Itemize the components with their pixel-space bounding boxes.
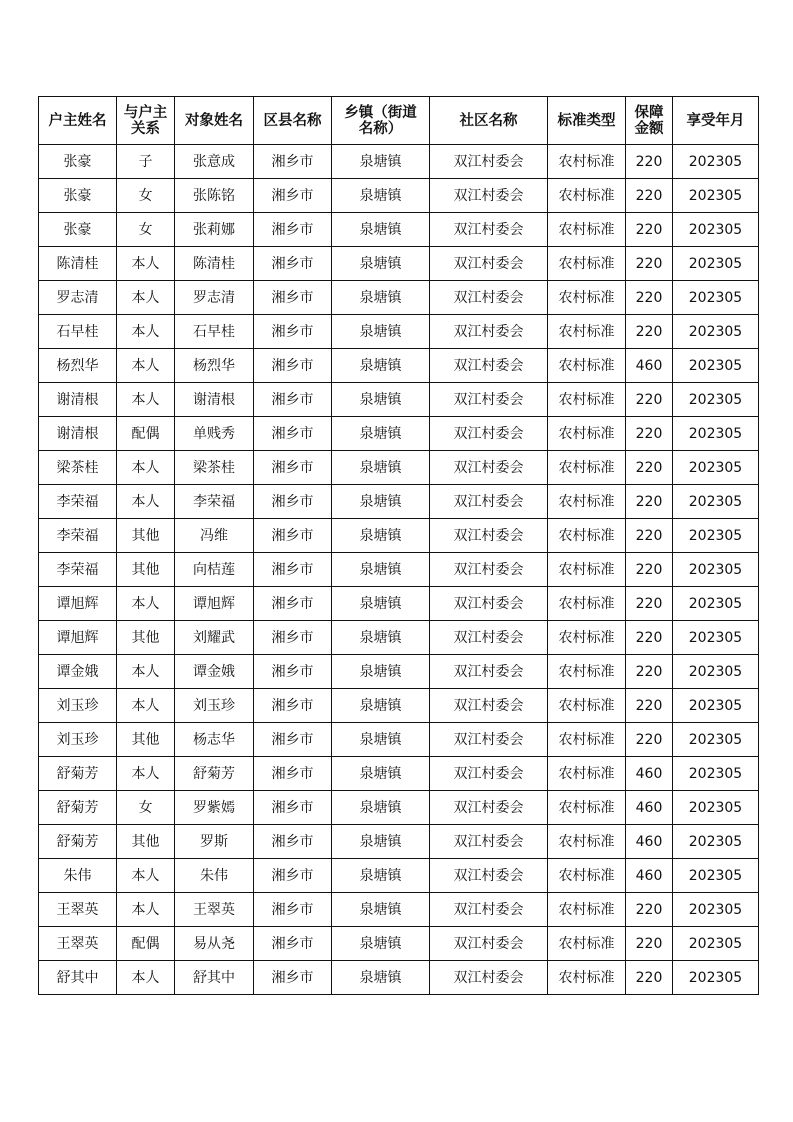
relation-cell: 本人 [117, 485, 175, 519]
standard-cell: 农村标准 [548, 349, 626, 383]
col-header-standard: 标准类型 [548, 97, 626, 145]
table-row [39, 417, 759, 451]
beneficiary-cell: 杨志华 [175, 723, 254, 757]
amount-cell: 220 [626, 247, 673, 281]
householder-cell: 舒其中 [39, 961, 117, 995]
relation-cell: 本人 [117, 893, 175, 927]
month-cell: 202305 [673, 485, 759, 519]
town-cell: 泉塘镇 [332, 519, 430, 553]
town-cell: 泉塘镇 [332, 961, 430, 995]
householder-cell: 王翠英 [39, 927, 117, 961]
month-cell: 202305 [673, 145, 759, 179]
amount-cell: 220 [626, 417, 673, 451]
householder-cell: 谢清根 [39, 383, 117, 417]
beneficiary-cell: 梁茶桂 [175, 451, 254, 485]
town-cell: 泉塘镇 [332, 485, 430, 519]
householder-cell: 李荣福 [39, 553, 117, 587]
community-cell: 双江村委会 [430, 893, 548, 927]
amount-cell: 460 [626, 757, 673, 791]
householder-cell: 刘玉珍 [39, 723, 117, 757]
county-cell: 湘乡市 [254, 417, 332, 451]
community-cell: 双江村委会 [430, 519, 548, 553]
town-cell: 泉塘镇 [332, 281, 430, 315]
table-row [39, 723, 759, 757]
town-cell: 泉塘镇 [332, 247, 430, 281]
relation-cell: 配偶 [117, 927, 175, 961]
table-row [39, 859, 759, 893]
standard-cell: 农村标准 [548, 621, 626, 655]
month-cell: 202305 [673, 179, 759, 213]
table-row [39, 961, 759, 995]
town-cell: 泉塘镇 [332, 587, 430, 621]
householder-cell: 王翠英 [39, 893, 117, 927]
beneficiary-cell: 陈清桂 [175, 247, 254, 281]
amount-cell: 220 [626, 383, 673, 417]
community-cell: 双江村委会 [430, 587, 548, 621]
standard-cell: 农村标准 [548, 689, 626, 723]
month-cell: 202305 [673, 451, 759, 485]
relation-cell: 配偶 [117, 417, 175, 451]
amount-cell: 220 [626, 451, 673, 485]
county-cell: 湘乡市 [254, 655, 332, 689]
table-row [39, 791, 759, 825]
amount-cell: 460 [626, 791, 673, 825]
month-cell: 202305 [673, 825, 759, 859]
town-cell: 泉塘镇 [332, 383, 430, 417]
householder-cell: 张豪 [39, 179, 117, 213]
beneficiary-cell: 刘玉珍 [175, 689, 254, 723]
standard-cell: 农村标准 [548, 451, 626, 485]
county-cell: 湘乡市 [254, 961, 332, 995]
beneficiary-cell: 张莉娜 [175, 213, 254, 247]
community-cell: 双江村委会 [430, 485, 548, 519]
relation-cell: 本人 [117, 247, 175, 281]
table-row [39, 825, 759, 859]
month-cell: 202305 [673, 655, 759, 689]
month-cell: 202305 [673, 723, 759, 757]
householder-cell: 李荣福 [39, 519, 117, 553]
month-cell: 202305 [673, 553, 759, 587]
month-cell: 202305 [673, 315, 759, 349]
amount-cell: 220 [626, 927, 673, 961]
month-cell: 202305 [673, 621, 759, 655]
county-cell: 湘乡市 [254, 179, 332, 213]
standard-cell: 农村标准 [548, 791, 626, 825]
col-header-community: 社区名称 [430, 97, 548, 145]
community-cell: 双江村委会 [430, 315, 548, 349]
county-cell: 湘乡市 [254, 791, 332, 825]
table-row [39, 689, 759, 723]
beneficiary-cell: 石早桂 [175, 315, 254, 349]
beneficiary-cell: 李荣福 [175, 485, 254, 519]
table-row [39, 927, 759, 961]
town-cell: 泉塘镇 [332, 145, 430, 179]
month-cell: 202305 [673, 247, 759, 281]
standard-cell: 农村标准 [548, 961, 626, 995]
month-cell: 202305 [673, 757, 759, 791]
beneficiary-cell: 舒其中 [175, 961, 254, 995]
community-cell: 双江村委会 [430, 825, 548, 859]
beneficiary-cell: 朱伟 [175, 859, 254, 893]
beneficiary-cell: 张意成 [175, 145, 254, 179]
standard-cell: 农村标准 [548, 383, 626, 417]
county-cell: 湘乡市 [254, 213, 332, 247]
standard-cell: 农村标准 [548, 553, 626, 587]
relation-cell: 本人 [117, 349, 175, 383]
beneficiary-cell: 刘耀武 [175, 621, 254, 655]
town-cell: 泉塘镇 [332, 893, 430, 927]
beneficiary-cell: 王翠英 [175, 893, 254, 927]
relation-cell: 女 [117, 791, 175, 825]
table-row [39, 655, 759, 689]
county-cell: 湘乡市 [254, 621, 332, 655]
beneficiary-cell: 罗斯 [175, 825, 254, 859]
col-header-relation: 与户主 关系 [117, 97, 175, 145]
town-cell: 泉塘镇 [332, 179, 430, 213]
community-cell: 双江村委会 [430, 145, 548, 179]
householder-cell: 张豪 [39, 213, 117, 247]
householder-cell: 李荣福 [39, 485, 117, 519]
amount-cell: 220 [626, 485, 673, 519]
table-row [39, 621, 759, 655]
householder-cell: 舒菊芳 [39, 791, 117, 825]
county-cell: 湘乡市 [254, 451, 332, 485]
community-cell: 双江村委会 [430, 553, 548, 587]
householder-cell: 陈清桂 [39, 247, 117, 281]
month-cell: 202305 [673, 383, 759, 417]
community-cell: 双江村委会 [430, 723, 548, 757]
town-cell: 泉塘镇 [332, 349, 430, 383]
householder-cell: 谭旭辉 [39, 621, 117, 655]
county-cell: 湘乡市 [254, 553, 332, 587]
month-cell: 202305 [673, 689, 759, 723]
householder-cell: 谭旭辉 [39, 587, 117, 621]
month-cell: 202305 [673, 927, 759, 961]
relation-cell: 本人 [117, 281, 175, 315]
table-row [39, 519, 759, 553]
householder-cell: 杨烈华 [39, 349, 117, 383]
amount-cell: 220 [626, 179, 673, 213]
householder-cell: 谢清根 [39, 417, 117, 451]
householder-cell: 谭金娥 [39, 655, 117, 689]
relation-cell: 本人 [117, 757, 175, 791]
county-cell: 湘乡市 [254, 587, 332, 621]
amount-cell: 220 [626, 893, 673, 927]
beneficiary-cell: 谢清根 [175, 383, 254, 417]
beneficiary-cell: 罗紫嫣 [175, 791, 254, 825]
amount-cell: 220 [626, 961, 673, 995]
beneficiary-cell: 单贱秀 [175, 417, 254, 451]
month-cell: 202305 [673, 893, 759, 927]
month-cell: 202305 [673, 791, 759, 825]
town-cell: 泉塘镇 [332, 451, 430, 485]
amount-cell: 220 [626, 145, 673, 179]
beneficiary-cell: 张陈铭 [175, 179, 254, 213]
relation-cell: 本人 [117, 383, 175, 417]
col-header-town: 乡镇（街道 名称） [332, 97, 430, 145]
county-cell: 湘乡市 [254, 145, 332, 179]
community-cell: 双江村委会 [430, 247, 548, 281]
standard-cell: 农村标准 [548, 213, 626, 247]
standard-cell: 农村标准 [548, 179, 626, 213]
table-row [39, 281, 759, 315]
amount-cell: 460 [626, 349, 673, 383]
county-cell: 湘乡市 [254, 893, 332, 927]
relation-cell: 本人 [117, 859, 175, 893]
county-cell: 湘乡市 [254, 315, 332, 349]
month-cell: 202305 [673, 417, 759, 451]
amount-cell: 220 [626, 587, 673, 621]
county-cell: 湘乡市 [254, 859, 332, 893]
standard-cell: 农村标准 [548, 893, 626, 927]
month-cell: 202305 [673, 349, 759, 383]
county-cell: 湘乡市 [254, 485, 332, 519]
standard-cell: 农村标准 [548, 927, 626, 961]
beneficiary-cell: 谭旭辉 [175, 587, 254, 621]
relation-cell: 本人 [117, 961, 175, 995]
amount-cell: 460 [626, 825, 673, 859]
standard-cell: 农村标准 [548, 485, 626, 519]
county-cell: 湘乡市 [254, 757, 332, 791]
amount-cell: 220 [626, 315, 673, 349]
beneficiary-cell: 易从尧 [175, 927, 254, 961]
community-cell: 双江村委会 [430, 417, 548, 451]
town-cell: 泉塘镇 [332, 621, 430, 655]
standard-cell: 农村标准 [548, 519, 626, 553]
householder-cell: 梁茶桂 [39, 451, 117, 485]
county-cell: 湘乡市 [254, 519, 332, 553]
table-row [39, 213, 759, 247]
amount-cell: 220 [626, 281, 673, 315]
standard-cell: 农村标准 [548, 655, 626, 689]
householder-cell: 石早桂 [39, 315, 117, 349]
town-cell: 泉塘镇 [332, 655, 430, 689]
county-cell: 湘乡市 [254, 383, 332, 417]
col-header-beneficiary: 对象姓名 [175, 97, 254, 145]
table-row [39, 893, 759, 927]
beneficiary-cell: 冯维 [175, 519, 254, 553]
beneficiary-cell: 谭金娥 [175, 655, 254, 689]
town-cell: 泉塘镇 [332, 213, 430, 247]
table-row [39, 553, 759, 587]
standard-cell: 农村标准 [548, 859, 626, 893]
beneficiary-cell: 罗志清 [175, 281, 254, 315]
table-row [39, 485, 759, 519]
relation-cell: 本人 [117, 655, 175, 689]
standard-cell: 农村标准 [548, 315, 626, 349]
month-cell: 202305 [673, 213, 759, 247]
householder-cell: 舒菊芳 [39, 825, 117, 859]
standard-cell: 农村标准 [548, 757, 626, 791]
relation-cell: 本人 [117, 587, 175, 621]
amount-cell: 220 [626, 655, 673, 689]
community-cell: 双江村委会 [430, 927, 548, 961]
standard-cell: 农村标准 [548, 723, 626, 757]
col-header-householder: 户主姓名 [39, 97, 117, 145]
standard-cell: 农村标准 [548, 825, 626, 859]
county-cell: 湘乡市 [254, 825, 332, 859]
table-row [39, 587, 759, 621]
county-cell: 湘乡市 [254, 723, 332, 757]
beneficiary-cell: 向桔莲 [175, 553, 254, 587]
table-row [39, 179, 759, 213]
town-cell: 泉塘镇 [332, 859, 430, 893]
standard-cell: 农村标准 [548, 281, 626, 315]
town-cell: 泉塘镇 [332, 791, 430, 825]
county-cell: 湘乡市 [254, 281, 332, 315]
community-cell: 双江村委会 [430, 213, 548, 247]
relation-cell: 其他 [117, 621, 175, 655]
amount-cell: 220 [626, 621, 673, 655]
community-cell: 双江村委会 [430, 859, 548, 893]
householder-cell: 罗志清 [39, 281, 117, 315]
relation-cell: 本人 [117, 315, 175, 349]
amount-cell: 220 [626, 689, 673, 723]
amount-cell: 220 [626, 519, 673, 553]
standard-cell: 农村标准 [548, 145, 626, 179]
community-cell: 双江村委会 [430, 281, 548, 315]
relation-cell: 本人 [117, 689, 175, 723]
col-header-county: 区县名称 [254, 97, 332, 145]
town-cell: 泉塘镇 [332, 315, 430, 349]
month-cell: 202305 [673, 519, 759, 553]
county-cell: 湘乡市 [254, 689, 332, 723]
relation-cell: 子 [117, 145, 175, 179]
header-row [39, 97, 759, 145]
relation-cell: 其他 [117, 519, 175, 553]
community-cell: 双江村委会 [430, 451, 548, 485]
county-cell: 湘乡市 [254, 247, 332, 281]
amount-cell: 220 [626, 553, 673, 587]
county-cell: 湘乡市 [254, 349, 332, 383]
community-cell: 双江村委会 [430, 757, 548, 791]
table-body [39, 145, 759, 995]
beneficiary-cell: 杨烈华 [175, 349, 254, 383]
table-row [39, 757, 759, 791]
community-cell: 双江村委会 [430, 621, 548, 655]
community-cell: 双江村委会 [430, 383, 548, 417]
table-row [39, 349, 759, 383]
amount-cell: 220 [626, 723, 673, 757]
householder-cell: 舒菊芳 [39, 757, 117, 791]
month-cell: 202305 [673, 281, 759, 315]
table-row [39, 383, 759, 417]
assistance-table [38, 96, 759, 995]
relation-cell: 女 [117, 213, 175, 247]
relation-cell: 其他 [117, 723, 175, 757]
community-cell: 双江村委会 [430, 689, 548, 723]
month-cell: 202305 [673, 961, 759, 995]
col-header-amount: 保障 金额 [626, 97, 673, 145]
town-cell: 泉塘镇 [332, 417, 430, 451]
county-cell: 湘乡市 [254, 927, 332, 961]
table-row [39, 451, 759, 485]
table-row [39, 145, 759, 179]
relation-cell: 其他 [117, 553, 175, 587]
relation-cell: 女 [117, 179, 175, 213]
month-cell: 202305 [673, 859, 759, 893]
month-cell: 202305 [673, 587, 759, 621]
standard-cell: 农村标准 [548, 587, 626, 621]
relation-cell: 其他 [117, 825, 175, 859]
table-row [39, 315, 759, 349]
householder-cell: 刘玉珍 [39, 689, 117, 723]
table-row [39, 247, 759, 281]
col-header-month: 享受年月 [673, 97, 759, 145]
beneficiary-cell: 舒菊芳 [175, 757, 254, 791]
householder-cell: 张豪 [39, 145, 117, 179]
standard-cell: 农村标准 [548, 417, 626, 451]
community-cell: 双江村委会 [430, 655, 548, 689]
community-cell: 双江村委会 [430, 961, 548, 995]
community-cell: 双江村委会 [430, 179, 548, 213]
standard-cell: 农村标准 [548, 247, 626, 281]
town-cell: 泉塘镇 [332, 757, 430, 791]
community-cell: 双江村委会 [430, 791, 548, 825]
amount-cell: 220 [626, 213, 673, 247]
householder-cell: 朱伟 [39, 859, 117, 893]
town-cell: 泉塘镇 [332, 927, 430, 961]
community-cell: 双江村委会 [430, 349, 548, 383]
town-cell: 泉塘镇 [332, 553, 430, 587]
town-cell: 泉塘镇 [332, 723, 430, 757]
town-cell: 泉塘镇 [332, 689, 430, 723]
relation-cell: 本人 [117, 451, 175, 485]
town-cell: 泉塘镇 [332, 825, 430, 859]
amount-cell: 460 [626, 859, 673, 893]
